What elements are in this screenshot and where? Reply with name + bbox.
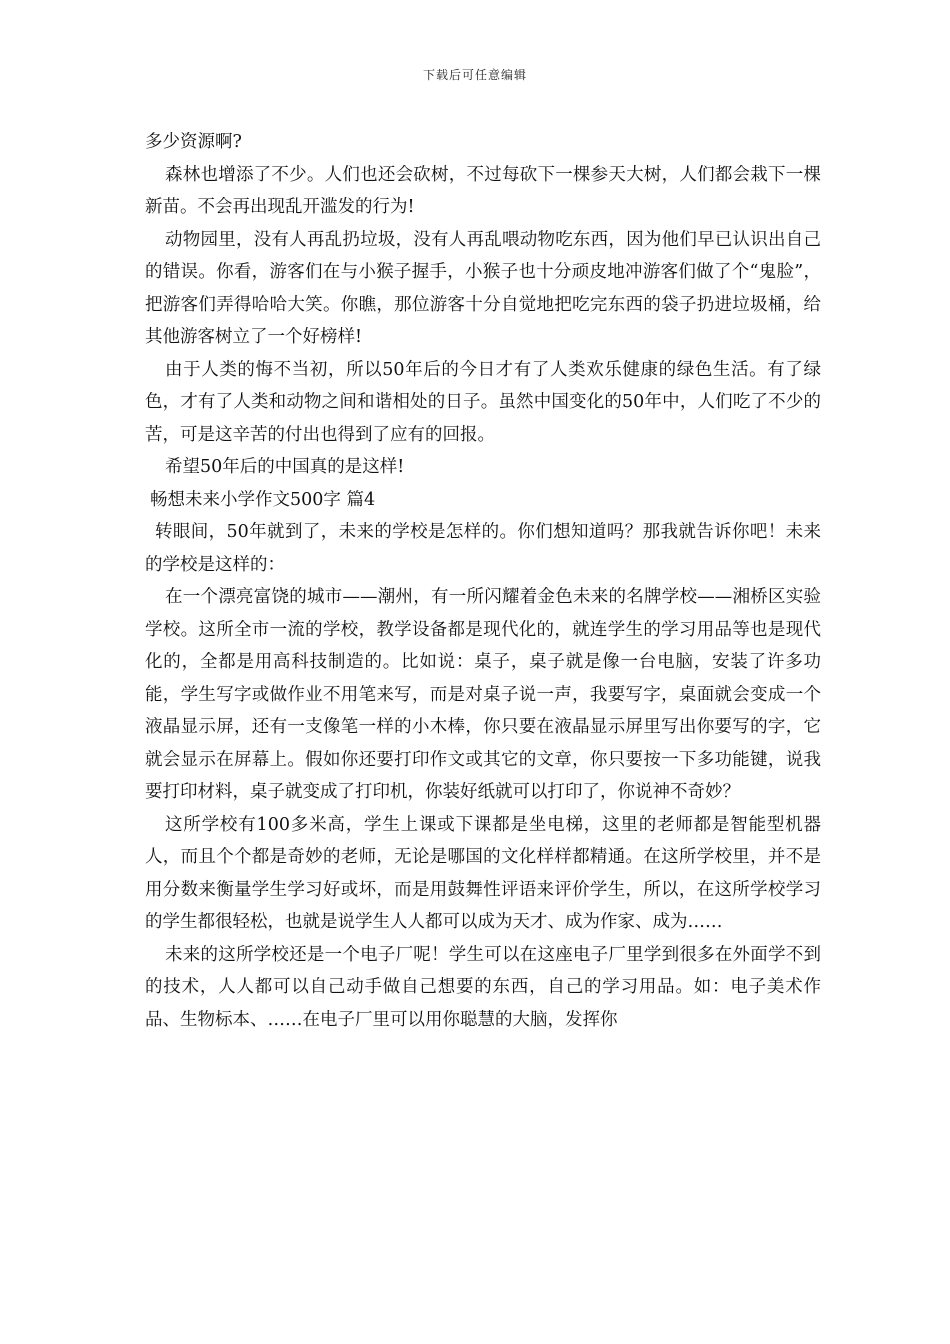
paragraph: 未来的这所学校还是一个电子厂呢！学生可以在这座电子厂里学到很多在外面学不到的技术，人人都可以自己动手做自己想要的东西，自己的学习用品。如：电子美术作品、生物标本、……在电子厂里可以用你聪慧的大脑，发挥你 bbox=[145, 944, 821, 1030]
paragraph: 动物园里，没有人再乱扔垃圾，没有人再乱喂动物吃东西，因为他们早已认识出自己的错误。你看，游客们在与小猴子握手，小猴子也十分顽皮地冲游客们做了个“鬼脸”，把游客们弄得哈哈大笑。你瞧，那位游客十分自觉地把吃完东西的袋子扔进垃圾桶，给其他游客树立了一个好榜样! bbox=[145, 229, 821, 347]
paragraph: 多少资源啊? bbox=[145, 132, 242, 152]
document-body bbox=[145, 126, 821, 1036]
paragraph: 森林也增添了不少。人们也还会砍树，不过每砍下一棵参天大树，人们都会栽下一棵新苗。不会再出现乱开滥发的行为! bbox=[145, 164, 821, 217]
paragraph: 希望50年后的中国真的是这样! bbox=[165, 457, 405, 477]
paragraph: 由于人类的悔不当初，所以50年后的今日才有了人类欢乐健康的绿色生活。有了绿色，才有了人类和动物之间和谐相处的日子。虽然中国变化的50年中，人们吃了不少的苦，可是这辛苦的付出也得到了应有的回报。 bbox=[145, 359, 821, 445]
paragraph: 转眼间，50年就到了，未来的学校是怎样的。你们想知道吗？那我就告诉你吧！未来的学校是这样的： bbox=[145, 522, 821, 575]
paragraph: 这所学校有100多米高，学生上课或下课都是坐电梯，这里的老师都是智能型机器人，而且个个都是奇妙的老师，无论是哪国的文化样样都精通。在这所学校里，并不是用分数来衡量学生学习好或坏，而是用鼓舞性评语来评价学生，所以，在这所学校学习的学生都很轻松，也就是说学生人人都可以成为天才、成为作家、成为…… bbox=[145, 814, 821, 932]
page-header: 下载后可任意编辑 bbox=[422, 68, 527, 82]
section-heading: 畅想未来小学作文500字 篇4 bbox=[150, 489, 376, 510]
paragraph: 在一个漂亮富饶的城市——潮州，有一所闪耀着金色未来的名牌学校——湘桥区实验学校。这所全市一流的学校，教学设备都是现代化的，就连学生的学习用品等也是现代化的，全都是用高科技制造的。比如说：桌子，桌子就是像一台电脑，安装了许多功能，学生写字或做作业不用笔来写，而是对桌子说一声，我要写字，桌面就会变成一个液晶显示屏，还有一支像笔一样的小木棒，你只要在液晶显示屏里写出你要写的字，它就会显示在屏幕上。假如你还要打印作文或其它的文章，你只要按一下多功能键，说我要打印材料，桌子就变成了打印机，你装好纸就可以打印了，你说神不奇妙？ bbox=[145, 587, 821, 802]
